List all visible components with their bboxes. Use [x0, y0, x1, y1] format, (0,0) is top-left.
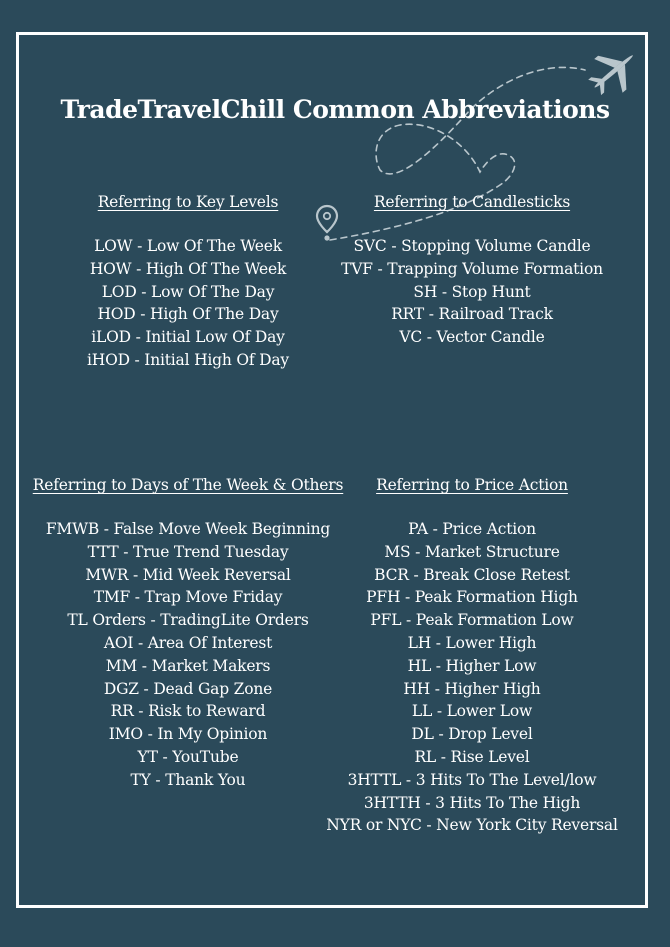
abbreviation-item: iLOD - Initial Low Of Day [91, 328, 285, 347]
abbreviation-item: MS - Market Structure [384, 542, 560, 561]
abbreviation-item: PFH - Peak Formation High [366, 588, 578, 607]
abbreviation-item: HH - Higher High [403, 679, 541, 698]
abbreviation-item: HL - Higher Low [407, 656, 537, 675]
section-price-action [322, 475, 622, 837]
abbreviation-item: HOD - High Of The Day [97, 305, 279, 324]
abbreviation-item: FMWB - False Move Week Beginning [45, 520, 331, 538]
abbreviation-item: IMO - In My Opinion [108, 725, 268, 744]
abbreviation-item: PFL - Peak Formation Low [370, 611, 574, 630]
page-title: TradeTravelChill Common Abbreviations [60, 95, 610, 124]
section-heading-candlesticks: Referring to Candlesticks [373, 193, 571, 211]
abbreviation-item: MM - Market Makers [105, 656, 271, 675]
abbreviation-item: TY - Thank You [130, 770, 246, 789]
abbreviation-item: 3HTTH - 3 Hits To The High [363, 793, 581, 812]
abbreviation-item: iHOD - Initial High Of Day [87, 350, 289, 369]
abbreviation-list-price-action [322, 518, 622, 837]
abbreviation-item: RL - Rise Level [414, 747, 530, 766]
section-candlesticks [322, 192, 622, 349]
abbreviation-item: BCR - Break Close Retest [374, 565, 570, 584]
abbreviation-item: SVC - Stopping Volume Candle [353, 237, 591, 255]
abbreviation-item: TVF - Trapping Volume Formation [341, 259, 603, 278]
abbreviation-item: TMF - Trap Move Friday [93, 588, 283, 607]
abbreviation-item: LOD - Low Of The Day [101, 282, 275, 301]
section-key-levels [40, 192, 336, 372]
abbreviation-item: YT - YouTube [137, 747, 239, 766]
abbreviation-item: LOW - Low Of The Week [94, 237, 282, 255]
abbreviation-list-days-and-others [20, 518, 356, 792]
abbreviation-item: RR - Risk to Reward [110, 702, 266, 721]
abbreviation-item: DGZ - Dead Gap Zone [103, 679, 273, 698]
abbreviation-item: SH - Stop Hunt [413, 282, 531, 301]
abbreviation-item: MWR - Mid Week Reversal [85, 565, 291, 584]
abbreviation-item: LH - Lower High [407, 633, 537, 652]
abbreviation-item: DL - Drop Level [411, 725, 533, 744]
abbreviation-item: TL Orders - TradingLite Orders [67, 611, 309, 630]
abbreviation-list-key-levels [40, 235, 336, 372]
section-days-and-others [20, 475, 356, 792]
section-heading-days-and-others: Referring to Days of The Week & Others [32, 476, 344, 494]
abbreviation-item: RRT - Railroad Track [391, 305, 553, 324]
abbreviation-item: HOW - High Of The Week [89, 259, 287, 278]
abbreviation-item: 3HTTL - 3 Hits To The Level/low [347, 770, 597, 789]
abbreviation-item: PA - Price Action [408, 520, 536, 538]
section-heading-key-levels: Referring to Key Levels [97, 193, 279, 211]
abbreviation-list-candlesticks [322, 235, 622, 349]
abbreviation-item: NYR or NYC - New York City Reversal [326, 816, 618, 835]
abbreviation-item: LL - Lower Low [411, 702, 533, 721]
abbreviation-item: AOI - Area Of Interest [103, 633, 273, 652]
abbreviation-item: TTT - True Trend Tuesday [87, 542, 289, 561]
abbreviation-item: VC - Vector Candle [399, 328, 545, 347]
section-heading-price-action: Referring to Price Action [376, 476, 568, 494]
